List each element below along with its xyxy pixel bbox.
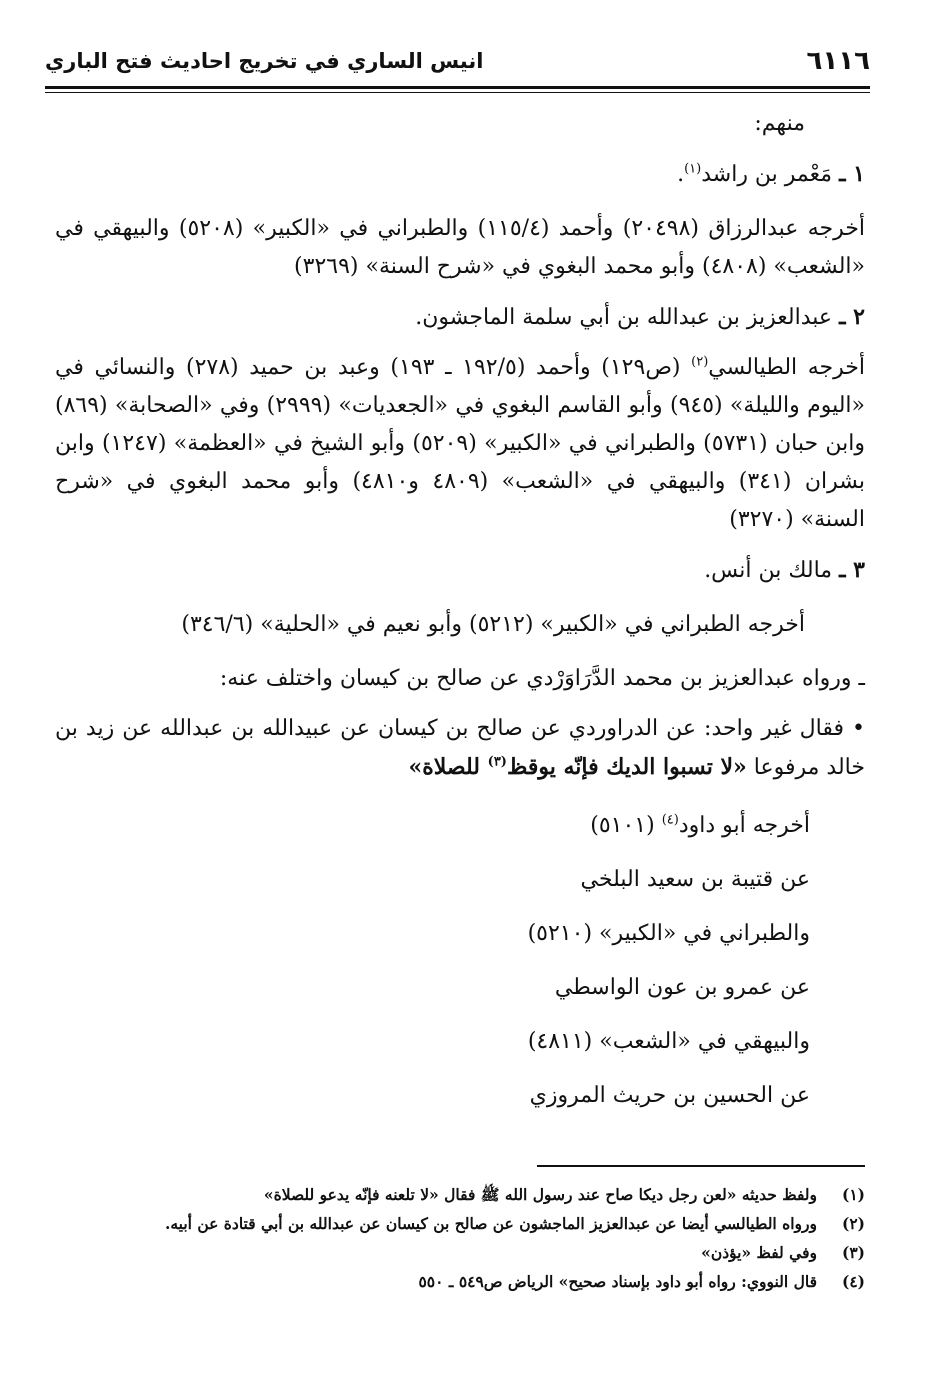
footnote-number: (٤) — [841, 1272, 865, 1291]
source-line — [55, 1015, 865, 1069]
narrator-item-2 — [55, 298, 865, 337]
footnote-text: ورواه الطيالسي أيضا عن عبدالعزيز الماجشون عن صالح بن كيسان عن عبدالله بن أبي قتادة عن أبيه. — [164, 1214, 817, 1233]
source-text: عن عمرو بن عون الواسطي — [554, 975, 810, 1000]
narrator-name: مَعْمر بن راشد — [701, 162, 833, 187]
item-number: ٣ ـ — [839, 557, 865, 583]
page-number: ٦١١٦ — [806, 46, 870, 76]
footnotes — [90, 1180, 865, 1296]
footnote — [90, 1267, 865, 1296]
footnote-ref: (١) — [684, 161, 702, 177]
narrator-item-3 — [55, 551, 865, 590]
takhrij-paragraph-3: أخرجه الطبراني في «الكبير» (٥٢١٢) وأبو نعيم في «الحلية» (٣٤٦/٦) — [181, 612, 805, 637]
source-text: والطبراني في «الكبير» (٥٢١٠) — [527, 921, 810, 946]
narrator-item-1 — [55, 155, 865, 194]
footnote-text: قال النووي: رواه أبو داود بإسناد صحيح» الرياض ص٥٤٩ ـ ٥٥٠ — [418, 1272, 817, 1291]
hadith-text: للصلاة» — [408, 754, 488, 780]
qala-paragraph — [55, 710, 865, 787]
item-number: ١ ـ — [839, 161, 865, 187]
footnote-ref: (٢) — [691, 354, 709, 370]
qala-text: • فقال غير واحد: عن الدراوردي عن صالح بن كيسان عن عبيدالله بن عبدالله عن زيد بن خالد مرفوعا — [55, 716, 865, 780]
footnote — [90, 1238, 865, 1267]
source-text: عن قتيبة بن سعيد البلخي — [580, 867, 810, 892]
source-line — [55, 799, 865, 853]
takhrij-text: أخرجه الطيالسي — [708, 355, 866, 380]
source-text: أخرجه أبو داود — [678, 813, 810, 838]
source-text: عن الحسين بن حريث المروزي — [529, 1083, 810, 1108]
intro-line: منهم: — [754, 111, 805, 136]
footnote-ref: (٤) — [661, 812, 679, 828]
footnote-number: (٣) — [841, 1243, 865, 1262]
footnote-number: (٢) — [841, 1214, 865, 1233]
narrator-name: مالك بن أنس. — [704, 558, 833, 583]
header-rule-thick — [45, 86, 870, 89]
takhrij-text: (ص١٢٩) وأحمد (١٩٢/٥ ـ ١٩٣) وعبد بن حميد (٢٧٨) والنسائي في «اليوم والليلة» (٩٤٥) وأبو القاسم البغوي في «الجعديات» (٢٩٩٩) وفي «الصحابة» (٨٦٩) وابن حبان (٥٧٣١) والطبراني في «الكبير» (٥٢٠٩) وأبو الشيخ في «العظمة» (١٢٤٧) وابن بشران (٣٤١) والبيهقي في «الشعب» (٤٨٠٩ و٤٨١٠) وأبو محمد البغوي في «شرح السنة» (٣٢٧٠) — [55, 355, 866, 532]
footnote-text: وفي لفظ «يؤذن» — [701, 1243, 817, 1262]
page-body — [55, 105, 865, 1123]
hadith-text: «لا تسبوا الديك فإنّه يوقظ — [506, 754, 747, 780]
footnote-number: (١) — [841, 1185, 865, 1204]
footnote-separator — [537, 1165, 865, 1167]
narrator-name: عبدالعزيز بن عبدالله بن أبي سلمة الماجشون. — [415, 305, 833, 330]
source-text: (٥١٠١) — [590, 813, 662, 838]
item-number: ٢ ـ — [839, 304, 865, 330]
source-line — [55, 961, 865, 1015]
footnote — [90, 1180, 865, 1209]
footnote — [90, 1209, 865, 1238]
riwaya-line: ـ ورواه عبدالعزيز بن محمد الدَّرَاوَرْدي عن صالح بن كيسان واختلف عنه: — [219, 666, 865, 691]
source-line — [55, 907, 865, 961]
source-line — [55, 853, 865, 907]
footnote-text: ولفظ حديثه «لعن رجل ديكا صاح عند رسول الله ﷺ فقال «لا تلعنه فإنّه يدعو للصلاة» — [263, 1185, 817, 1204]
running-title: انيس الساري في تخريج احاديث فتح الباري — [45, 49, 484, 73]
takhrij-paragraph-2 — [55, 349, 865, 539]
source-text: والبيهقي في «الشعب» (٤٨١١) — [527, 1029, 810, 1054]
page-header — [45, 40, 870, 82]
header-rule-thin — [45, 92, 870, 93]
takhrij-paragraph-1: أخرجه عبدالرزاق (٢٠٤٩٨) وأحمد (١١٥/٤) والطبراني في «الكبير» (٥٢٠٨) والبيهقي في «الشعب» (٤٨٠٨) وأبو محمد البغوي في «شرح السنة» (٣٢٦٩) — [55, 216, 865, 279]
footnote-ref: (٣) — [487, 754, 507, 770]
source-line — [55, 1069, 865, 1123]
sources-list — [55, 799, 865, 1123]
line-end: . — [677, 162, 685, 187]
